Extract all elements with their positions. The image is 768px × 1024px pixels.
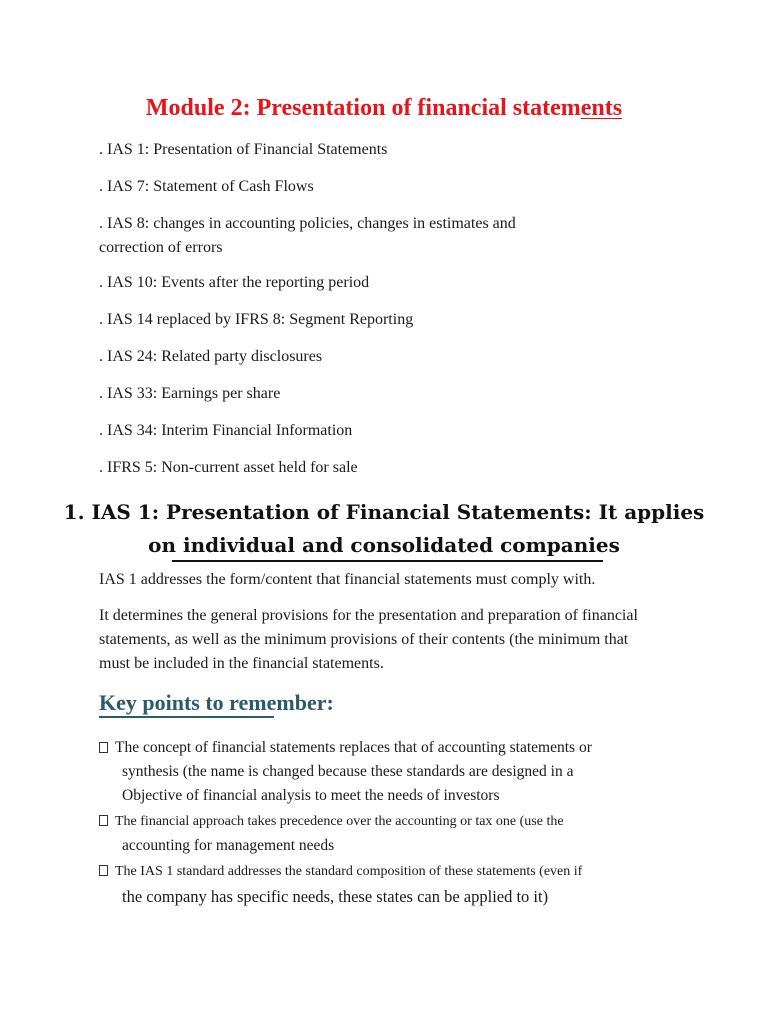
key-point-item xyxy=(99,860,659,910)
standard-item: . IAS 7: Statement of Cash Flows xyxy=(99,178,314,195)
key-point-continuation: synthesis (the name is changed because these standards are designed in a xyxy=(122,763,574,780)
standard-item: . IAS 14 replaced by IFRS 8: Segment Reporting xyxy=(99,311,414,328)
key-point-text: The IAS 1 standard addresses the standard composition of these statements (even if xyxy=(115,864,583,879)
section-heading-line2: on individual and consolidated companies xyxy=(148,533,620,557)
key-points-list xyxy=(99,736,659,912)
standard-item: . IAS 10: Events after the reporting period xyxy=(99,274,370,291)
paragraph-provisions: It determines the general provisions for the presentation and preparation of financial statements, as well as the minimum provisions of their contents (the minimum that must be included in the financial statements. xyxy=(99,607,638,672)
key-point-continuation: the company has specific needs, these states can be applied to it) xyxy=(122,887,549,906)
standard-item: . IAS 33: Earnings per share xyxy=(99,385,281,402)
standard-item: . IAS 8: changes in accounting policies, changes in estimates and correction of errors xyxy=(99,215,516,256)
key-point-text: The financial approach takes precedence over the accounting or tax one (use the xyxy=(115,814,564,829)
key-point-continuation: accounting for management needs xyxy=(122,837,335,854)
standard-item: . IAS 1: Presentation of Financial Statements xyxy=(99,141,388,158)
section-heading-line1: 1. IAS 1: Presentation of Financial Statements: It applies xyxy=(63,500,705,524)
standard-item: . IAS 24: Related party disclosures xyxy=(99,348,323,365)
key-points-underline xyxy=(99,716,274,718)
standard-item: . IAS 34: Interim Financial Information xyxy=(99,422,353,439)
paragraph-intro: IAS 1 addresses the form/content that financial statements must comply with. xyxy=(99,571,596,588)
section-heading xyxy=(0,496,768,562)
checkbox-bullet-icon xyxy=(99,865,108,876)
module-title-text: Module 2: Presentation of financial statem xyxy=(145,95,581,121)
key-point-item xyxy=(99,736,659,808)
module-title xyxy=(0,92,768,124)
section-heading-underline xyxy=(172,560,603,562)
module-title-underlined-text: ents xyxy=(580,95,623,121)
standard-item: . IFRS 5: Non-current asset held for sale xyxy=(99,459,358,476)
standards-list xyxy=(99,138,699,493)
key-point-text: The concept of financial statements replaces that of accounting statements or xyxy=(115,739,592,756)
key-points-heading: Key points to remember: xyxy=(99,690,334,715)
key-point-continuation: Objective of financial analysis to meet the needs of investors xyxy=(122,787,500,804)
checkbox-bullet-icon xyxy=(99,815,108,826)
key-point-item xyxy=(99,810,659,858)
checkbox-bullet-icon xyxy=(99,742,108,753)
